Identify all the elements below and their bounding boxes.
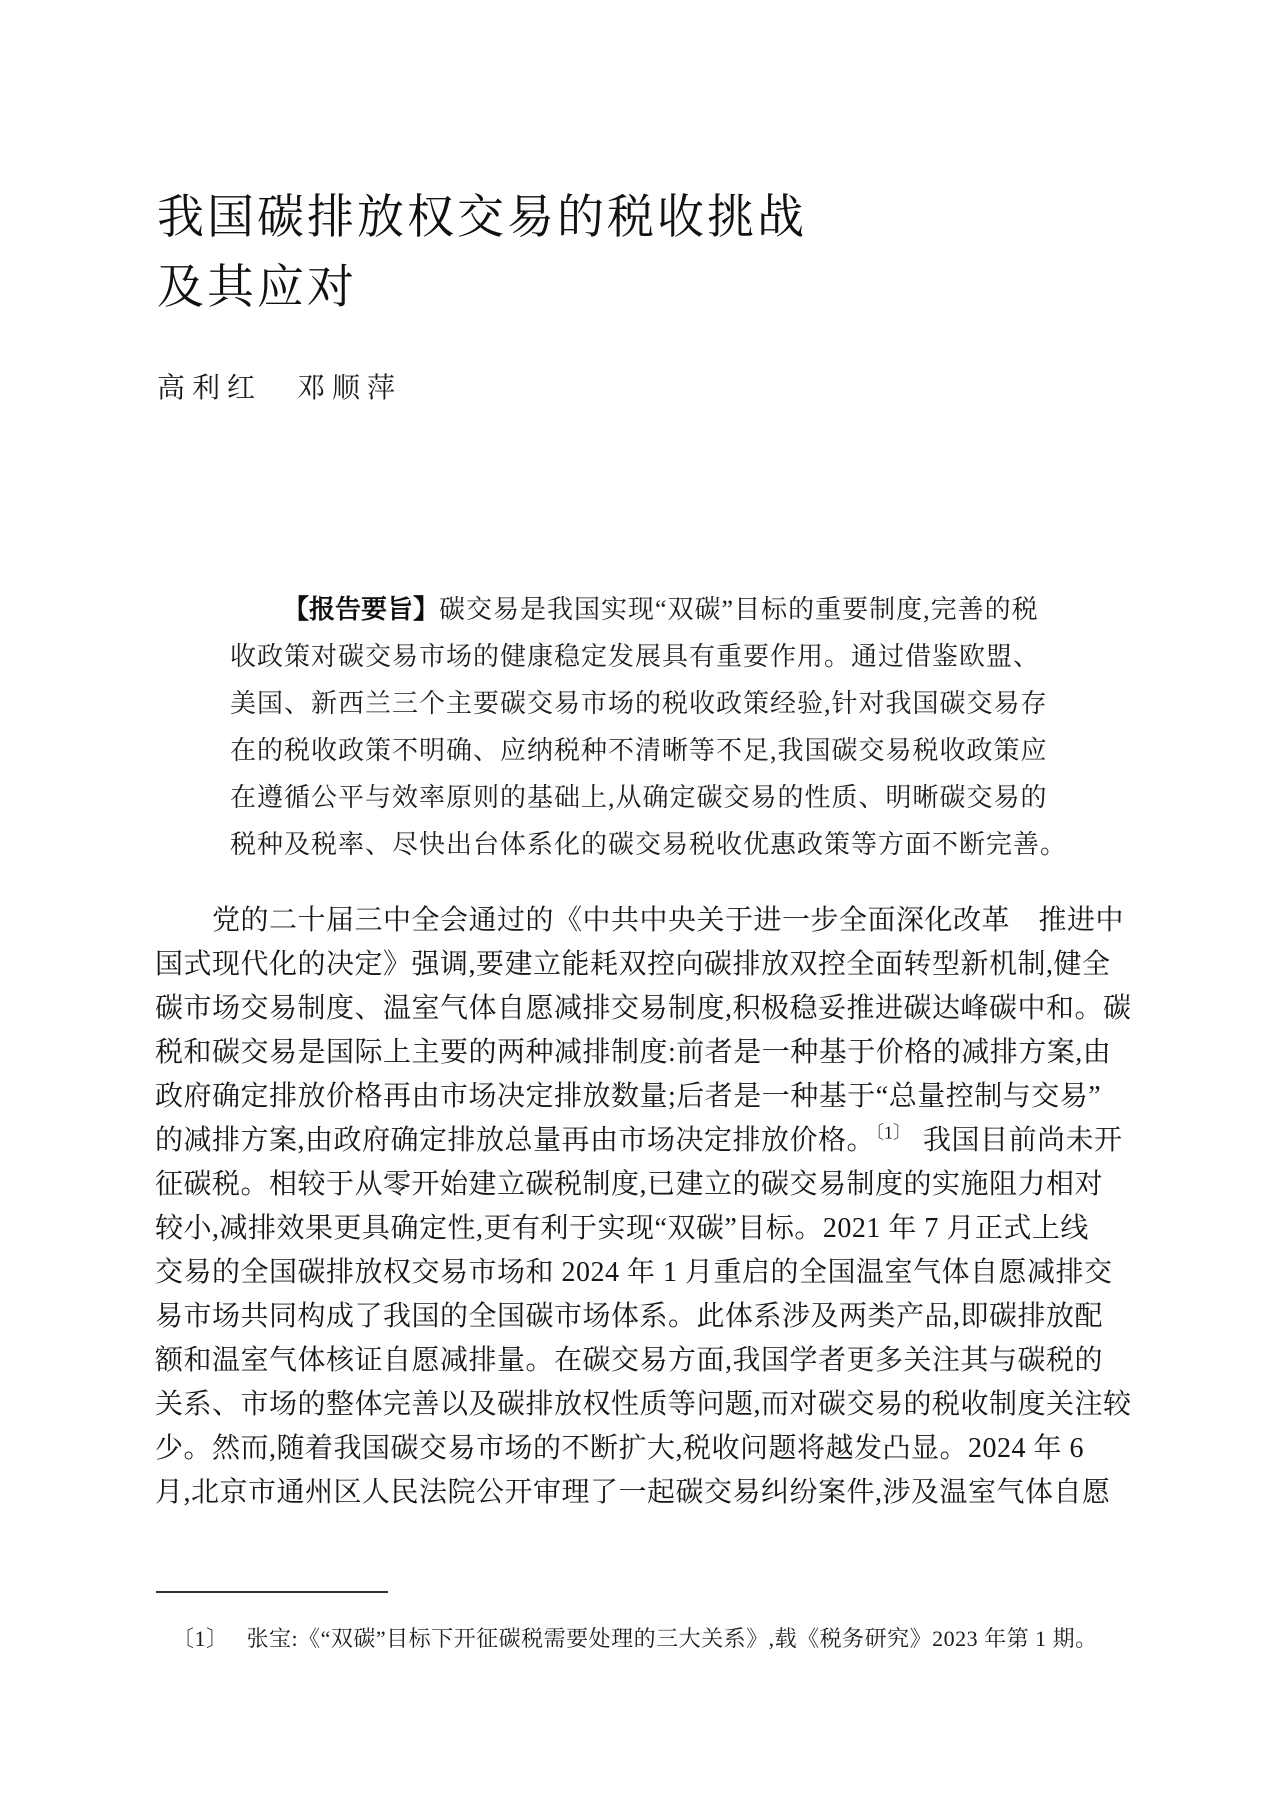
footnote-marker: 〔1〕 xyxy=(172,1626,229,1651)
body-line: 额和温室气体核证自愿减排量。在碳交易方面,我国学者更多关注其与碳税的 xyxy=(155,1345,1104,1376)
abstract-line xyxy=(230,586,1070,633)
article-title xyxy=(157,183,807,323)
body-line: 月,北京市通州区人民法院公开审理了一起碳交易纠纷案件,涉及温室气体自愿 xyxy=(155,1477,1111,1508)
body-line: 关系、市场的整体完善以及碳排放权性质等问题,而对碳交易的税收制度关注较 xyxy=(155,1389,1132,1420)
abstract-label: 【报告要旨】 xyxy=(283,594,440,624)
body-paragraph xyxy=(155,899,1132,1515)
body-line: 易市场共同构成了我国的全国碳市场体系。此体系涉及两类产品,即碳排放配 xyxy=(155,1301,1104,1332)
article-title-line-2: 及其应对 xyxy=(157,262,357,314)
body-line xyxy=(155,1119,1123,1163)
body-line: 政府确定排放价格再由市场决定排放数量;后者是一种基于“总量控制与交易” xyxy=(155,1081,1102,1112)
footnote-divider xyxy=(156,1591,388,1593)
abstract-text: 碳交易是我国实现“双碳”目标的重要制度,完善的税 xyxy=(439,595,1039,624)
body-line: 少。然而,随着我国碳交易市场的不断扩大,税收问题将越发凸显。2024 年 6 xyxy=(155,1433,1085,1464)
abstract-line: 美国、新西兰三个主要碳交易市场的税收政策经验,针对我国碳交易存 xyxy=(230,689,1048,718)
footnote-reference-marker: 〔1〕 xyxy=(875,1122,912,1143)
body-line: 党的二十届三中全会通过的《中共中央关于进一步全面深化改革 推进中 xyxy=(212,905,1125,936)
abstract-block xyxy=(230,586,1070,868)
body-line: 较小,减排效果更具确定性,更有利于实现“双碳”目标。2021 年 7 月正式上线 xyxy=(155,1213,1089,1244)
abstract-line: 收政策对碳交易市场的健康稳定发展具有重要作用。通过借鉴欧盟、 xyxy=(230,642,1041,671)
body-line-text: 的减排方案,由政府确定排放总量再由市场决定排放价格。 xyxy=(155,1125,876,1156)
body-line: 税和碳交易是国际上主要的两种减排制度:前者是一种基于价格的减排方案,由 xyxy=(155,1037,1112,1068)
abstract-line: 税种及税率、尽快出台体系化的碳交易税收优惠政策等方面不断完善。 xyxy=(230,830,1068,859)
body-line: 碳市场交易制度、温室气体自愿减排交易制度,积极稳妥推进碳达峰碳中和。碳 xyxy=(155,993,1132,1024)
article-title-line-1: 我国碳排放权交易的税收挑战 xyxy=(157,192,807,244)
body-line: 征碳税。相较于从零开始建立碳税制度,已建立的碳交易制度的实施阻力相对 xyxy=(155,1169,1104,1200)
abstract-line: 在的税收政策不明确、应纳税种不清晰等不足,我国碳交易税收政策应 xyxy=(230,736,1048,765)
body-line: 交易的全国碳排放权交易市场和 2024 年 1 月重启的全国温室气体自愿减排交 xyxy=(155,1257,1113,1288)
footnote-text: 张宝:《“双碳”目标下开征碳税需要处理的三大关系》,载《税务研究》2023 年第 1 期。 xyxy=(246,1626,1098,1651)
authors: 高利红 邓顺萍 xyxy=(157,373,403,404)
body-line-text: 我国目前尚未开 xyxy=(923,1125,1123,1156)
footnote xyxy=(172,1622,1098,1653)
abstract-line: 在遵循公平与效率原则的基础上,从确定碳交易的性质、明晰碳交易的 xyxy=(230,783,1048,812)
body-line: 国式现代化的决定》强调,要建立能耗双控向碳排放双控全面转型新机制,健全 xyxy=(155,949,1111,980)
